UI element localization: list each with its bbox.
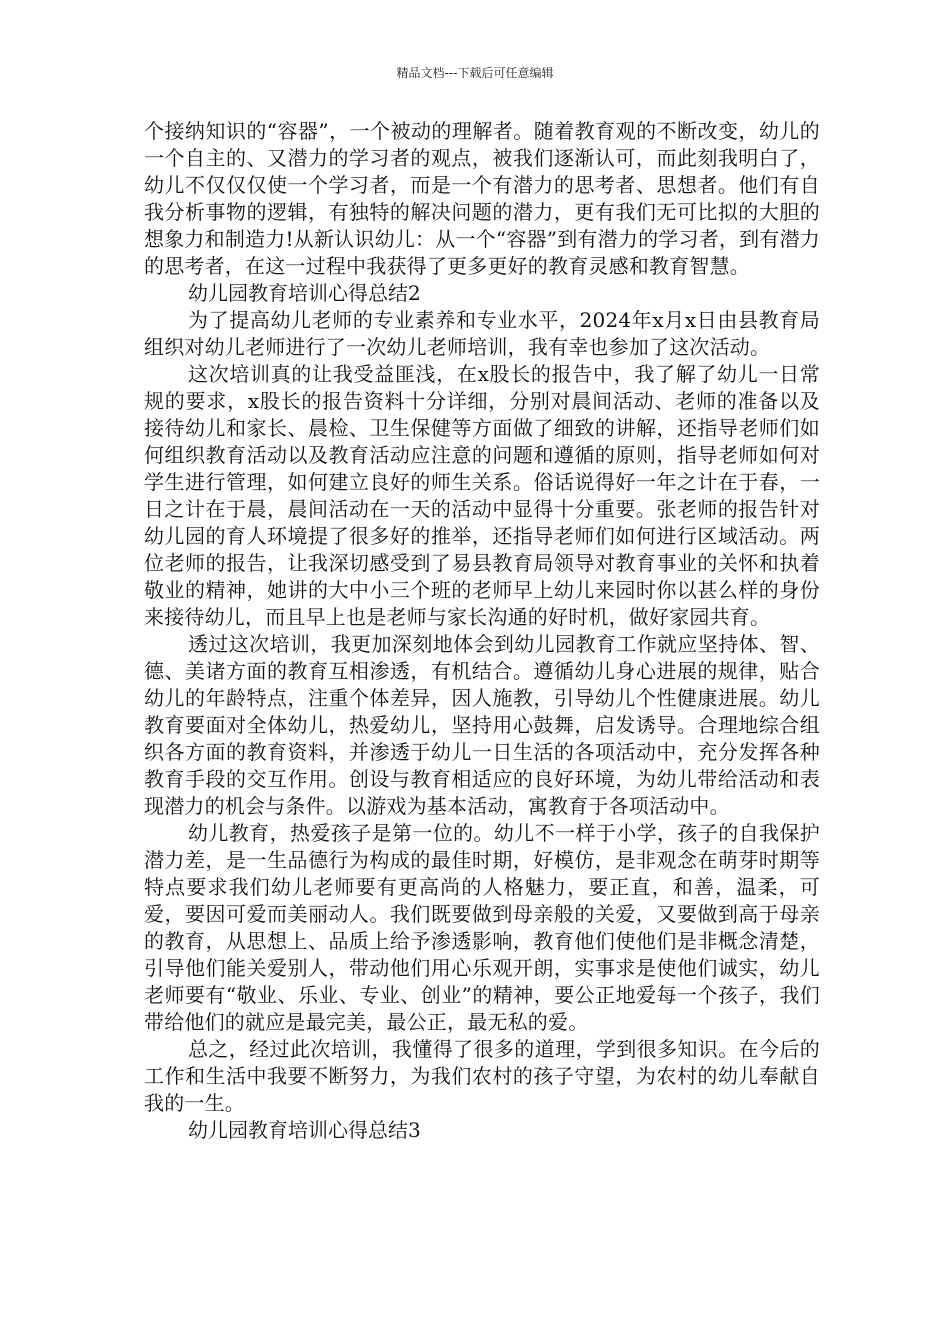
paragraph-training-insight: 透过这次培训，我更加深刻地体会到幼儿园教育工作就应坚持体、智、德、美诸方面的教育互相渗透，有机结合。遵循幼儿身心进展的规律，贴合幼儿的年龄特点，注重个体差异，因人施教，引导幼儿个性健康进展。幼儿教育要面对全体幼儿，热爱幼儿，坚持用心鼓舞，启发诱导。合理地综合组织各方面的教育资料，并渗透于幼儿一日生活的各项活动中，充分发挥各种教育手段的交互作用。创设与教育相适应的良好环境，为幼儿带给活动和表现潜力的机会与条件。以游戏为基本活动，寓教育于各项活动中。 bbox=[144, 632, 820, 818]
paragraph-training-purpose: 为了提高幼儿老师的专业素养和专业水平，2024年x月x日由县教育局组织对幼儿老师进行了一次幼儿老师培训，我有幸也参加了这次活动。 bbox=[144, 308, 820, 359]
paragraph-love-children: 幼儿教育，热爱孩子是第一位的。幼儿不一样于小学，孩子的自我保护潜力差，是一生品德行为构成的最佳时期，好模仿，是非观念在萌芽时期等特点要求我们幼儿老师要有更高尚的人格魅力，要正直，和善，温柔，可爱，要因可爱而美丽动人。我们既要做到母亲般的关爱，又要做到高于母亲的教育，从思想上、品质上给予渗透影响，教育他们使他们是非概念清楚，引导他们能关爱别人，带动他们用心乐观开朗，实事求是使他们诚实，幼儿老师要有“敬业、乐业、专业、创业”的精神，要公正地爱每一个孩子，我们带给他们的就应是最完美，最公正，最无私的爱。 bbox=[144, 821, 820, 1034]
page-header: 精品文档---下载后可任意编辑 bbox=[396, 66, 554, 80]
paragraph-conclusion: 总之，经过此次培训，我懂得了很多的道理，学到很多知识。在今后的工作和生活中我要不断努力，为我们农村的孩子守望，为农村的幼儿奉献自我的一生。 bbox=[144, 1037, 820, 1115]
paragraph-intro-continuation: 个接纳知识的“容器”，一个被动的理解者。随着教育观的不断改变，幼儿的一个自主的、又潜力的学习者的观点，被我们逐渐认可，而此刻我明白了，幼儿不仅仅仅使一个学习者，而是一个有潜力的思考者、思想者。他们有自我分析事物的逻辑，有独特的解决问题的潜力，更有我们无可比拟的大胆的想象力和制造力!从新认识幼儿：从一个“容器”到有潜力的学习者，到有潜力的思考者，在这一过程中我获得了更多更好的教育灵感和教育智慧。 bbox=[144, 119, 820, 278]
paragraph-training-benefit: 这次培训真的让我受益匪浅，在x股长的报告中，我了解了幼儿一日常规的要求，x股长的报告资料十分详细，分别对晨间活动、老师的准备以及接待幼儿和家长、晨检、卫生保健等方面做了细致的讲解，还指导老师们如何组织教育活动以及教育活动应注意的问题和遵循的原则，指导老师如何对学生进行管理，如何建立良好的师生关系。俗话说得好一年之计在于春，一日之计在于晨，晨间活动在一天的活动中显得十分重要。张老师的报告针对幼儿园的育人环境提了很多好的推举，还指导老师们如何进行区域活动。两位老师的报告，让我深切感受到了易县教育局领导对教育事业的关怀和执着敬业的精神，她讲的大中小三个班的老师早上幼儿来园时你以甚么样的身份来接待幼儿，而且早上也是老师与家长沟通的好时机，做好家园共育。 bbox=[144, 362, 820, 629]
section-heading-2: 幼儿园教育培训心得总结2 bbox=[188, 281, 421, 305]
section-heading-3: 幼儿园教育培训心得总结3 bbox=[188, 1118, 421, 1142]
document-body bbox=[144, 118, 820, 1144]
